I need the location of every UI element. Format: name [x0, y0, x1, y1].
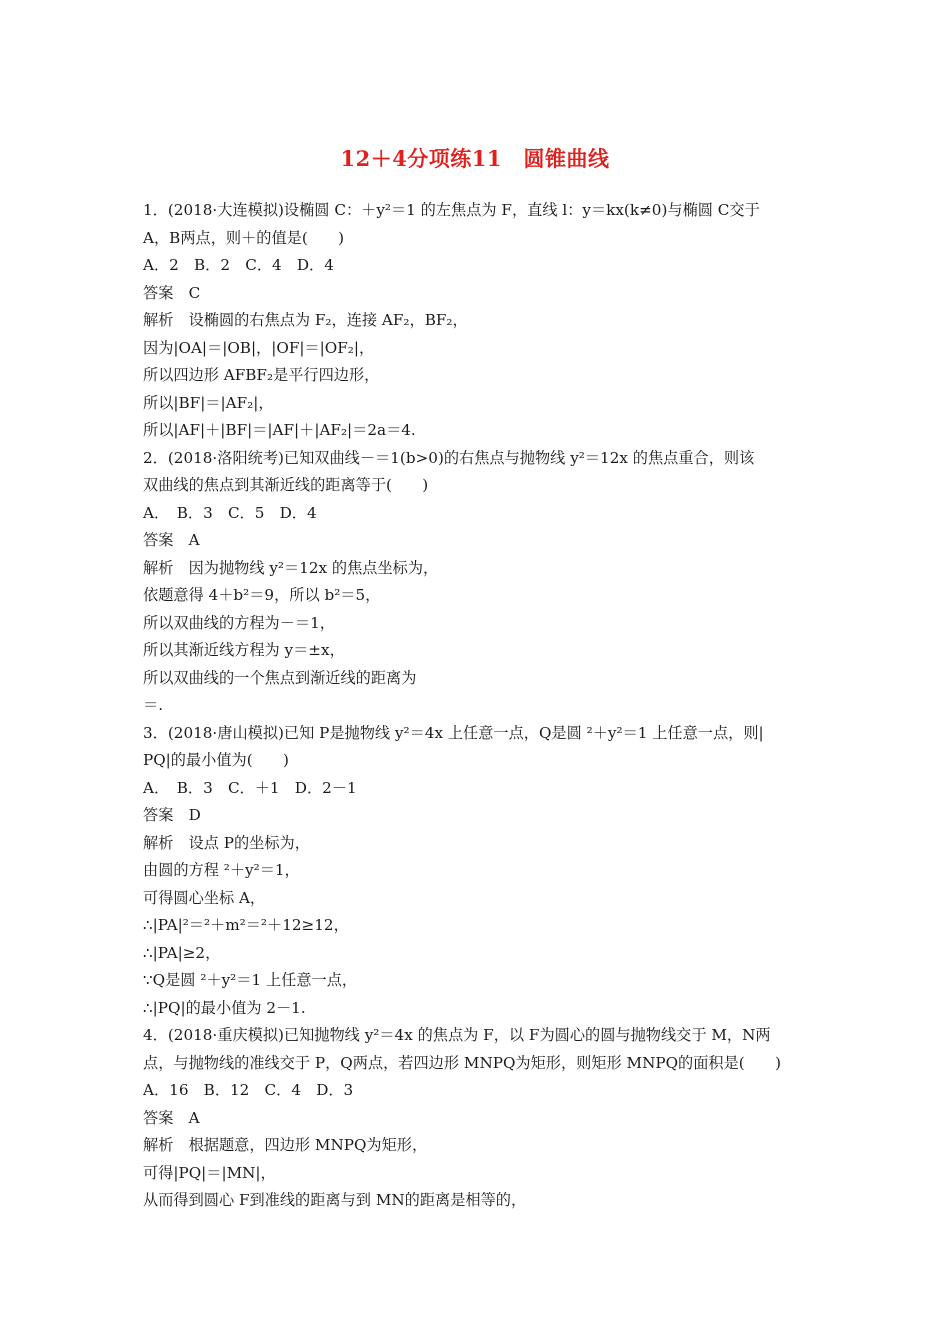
text-line: ∴|PQ|的最小值为 2－1. — [143, 998, 306, 1017]
text-line: A，B两点，则＋的值是( ) — [143, 228, 345, 247]
text-line: 因为|OA|＝|OB|，|OF|＝|OF₂|， — [143, 338, 375, 357]
document-body — [143, 197, 815, 1215]
text-line: A． B．3 C．5 D．4 — [143, 503, 317, 522]
text-line: 答案 D — [143, 806, 201, 824]
text-line: 所以|AF|＋|BF|＝|AF|＋|AF₂|＝2a＝4. — [143, 421, 416, 439]
text-line: A． B．3 C．＋1 D．2－1 — [143, 778, 357, 797]
text-line: 答案 A — [143, 531, 200, 549]
text-line: 从而得到圆心 F到准线的距离与到 MN的距离是相等的， — [143, 1191, 527, 1209]
text-line: 所以双曲线的方程为－＝1， — [143, 613, 335, 632]
text-line: 所以|BF|＝|AF₂|， — [143, 393, 274, 412]
text-line: 答案 A — [143, 1108, 200, 1127]
text-line: ∴|PA|≥2， — [143, 943, 221, 962]
text-line: 所以其渐近线方程为 y＝±x， — [143, 641, 345, 659]
document-title: 12＋4分项练11 圆锥曲线 — [340, 146, 610, 171]
text-line: 3．(2018·唐山模拟)已知 P是抛物线 y²＝4x 上任意一点，Q是圆 ²＋y²＝1 上任意一点，则| — [143, 723, 764, 742]
text-line: 解析 设椭圆的右焦点为 F₂，连接 AF₂，BF₂， — [143, 311, 468, 329]
text-line: A．16 B．12 C．4 D．3 — [143, 1081, 354, 1099]
text-line: ＝. — [143, 696, 164, 714]
text-line: 1．(2018·大连模拟)设椭圆 C：＋y²＝1 的左焦点为 F，直线 l：y＝kx(k≠0)与椭圆 C交于 — [143, 201, 760, 219]
text-line: 可得|PQ|＝|MN|， — [143, 1163, 276, 1182]
text-line: 双曲线的焦点到其渐近线的距离等于( ) — [143, 476, 429, 494]
text-line: A．2 B．2 C．4 D．4 — [143, 256, 334, 274]
text-line: 所以双曲线的一个焦点到渐近线的距离为 — [143, 668, 417, 687]
text-line: 答案 C — [143, 283, 201, 302]
text-line: PQ|的最小值为( ) — [143, 751, 289, 769]
text-line: 点，与抛物线的准线交于 P，Q两点，若四边形 MNPQ为矩形，则矩形 MNPQ的面积是( ) — [143, 1053, 782, 1072]
text-line: 2．(2018·洛阳统考)已知双曲线－＝1(b>0)的右焦点与抛物线 y²＝12x 的焦点重合，则该 — [143, 448, 755, 467]
text-line: 解析 因为抛物线 y²＝12x 的焦点坐标为， — [143, 558, 439, 577]
text-line: 所以四边形 AFBF₂是平行四边形， — [143, 366, 380, 384]
text-line: 解析 设点 P的坐标为， — [143, 833, 310, 852]
text-line: 解析 根据题意，四边形 MNPQ为矩形， — [143, 1136, 428, 1154]
text-line: ∴|PA|²＝²＋m²＝²＋12≥12， — [143, 916, 349, 934]
text-line: 由圆的方程 ²＋y²＝1， — [143, 861, 300, 879]
text-line: 依题意得 4＋b²＝9，所以 b²＝5， — [143, 586, 381, 604]
text-line: 可得圆心坐标 A， — [143, 888, 266, 907]
text-line: ∵Q是圆 ²＋y²＝1 上任意一点， — [143, 971, 358, 989]
text-line: 4．(2018·重庆模拟)已知抛物线 y²＝4x 的焦点为 F，以 F为圆心的圆与抛物线交于 M，N两 — [143, 1026, 771, 1044]
